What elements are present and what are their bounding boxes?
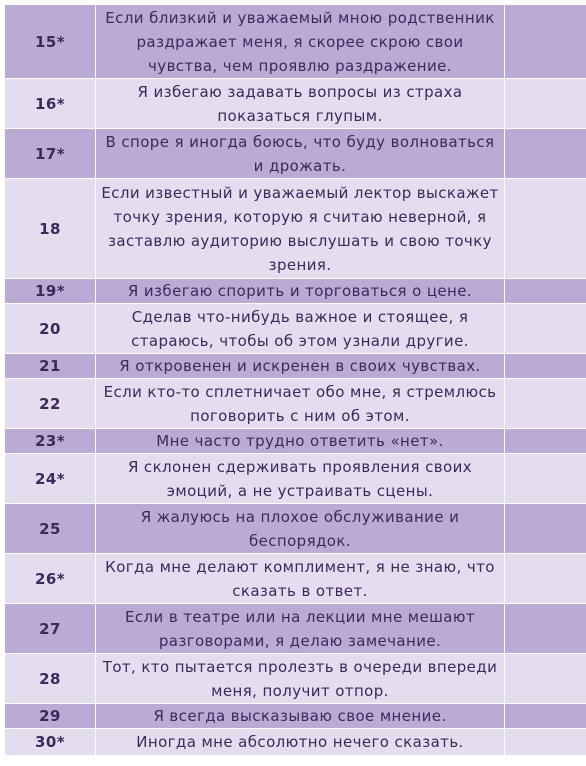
- table-row: [5, 304, 586, 354]
- answer-cell[interactable]: [505, 129, 586, 179]
- item-number: 18: [5, 179, 96, 279]
- item-statement: Я жалуюсь на плохое обслуживание и беспорядок.: [96, 504, 505, 554]
- item-statement: Я откровенен и искренен в своих чувствах.: [96, 354, 505, 379]
- table-row: [5, 279, 586, 304]
- table-row: [5, 654, 586, 704]
- table-row: [5, 179, 586, 279]
- table-row: [5, 554, 586, 604]
- item-statement: Тот, кто пытается пролезть в очереди впереди меня, получит отпор.: [96, 654, 505, 704]
- item-number: 30*: [5, 729, 96, 756]
- item-statement: Мне часто трудно ответить «нет».: [96, 429, 505, 454]
- answer-cell[interactable]: [505, 179, 586, 279]
- answer-cell[interactable]: [505, 429, 586, 454]
- table-row: [5, 354, 586, 379]
- item-statement: Иногда мне абсолютно нечего сказать.: [96, 729, 505, 756]
- item-number: 29: [5, 704, 96, 729]
- item-statement: Я избегаю задавать вопросы из страха показаться глупым.: [96, 79, 505, 129]
- table-row: [5, 379, 586, 429]
- item-statement: Я всегда высказываю свое мнение.: [96, 704, 505, 729]
- table-row: [5, 604, 586, 654]
- item-number: 22: [5, 379, 96, 429]
- item-number: 24*: [5, 454, 96, 504]
- answer-cell[interactable]: [505, 304, 586, 354]
- table-row: [5, 129, 586, 179]
- item-number: 19*: [5, 279, 96, 304]
- item-number: 26*: [5, 554, 96, 604]
- item-statement: Если известный и уважаемый лектор выскажет точку зрения, которую я считаю неверной, я заставлю аудиторию выслушать и свою точку зрения.: [96, 179, 505, 279]
- answer-cell[interactable]: [505, 379, 586, 429]
- table-row: [5, 454, 586, 504]
- item-number: 20: [5, 304, 96, 354]
- answer-cell[interactable]: [505, 454, 586, 504]
- item-number: 25: [5, 504, 96, 554]
- item-number: 21: [5, 354, 96, 379]
- item-number: 15*: [5, 5, 96, 79]
- answer-cell[interactable]: [505, 279, 586, 304]
- answer-cell[interactable]: [505, 604, 586, 654]
- item-number: 28: [5, 654, 96, 704]
- item-statement: Если в театре или на лекции мне мешают разговорами, я делаю замечание.: [96, 604, 505, 654]
- table-row: [5, 5, 586, 79]
- table-row: [5, 729, 586, 756]
- table-row: [5, 704, 586, 729]
- answer-cell[interactable]: [505, 729, 586, 756]
- answer-cell[interactable]: [505, 654, 586, 704]
- table-row: [5, 429, 586, 454]
- answer-cell[interactable]: [505, 5, 586, 79]
- answer-cell[interactable]: [505, 504, 586, 554]
- item-number: 17*: [5, 129, 96, 179]
- item-number: 16*: [5, 79, 96, 129]
- answer-cell[interactable]: [505, 354, 586, 379]
- answer-cell[interactable]: [505, 554, 586, 604]
- table-row: [5, 504, 586, 554]
- item-statement: Если кто-то сплетничает обо мне, я стремлюсь поговорить с ним об этом.: [96, 379, 505, 429]
- item-number: 27: [5, 604, 96, 654]
- item-statement: Я склонен сдерживать проявления своих эмоций, а не устраивать сцены.: [96, 454, 505, 504]
- item-statement: Я избегаю спорить и торговаться о цене.: [96, 279, 505, 304]
- answer-cell[interactable]: [505, 704, 586, 729]
- table-row: [5, 79, 586, 129]
- item-statement: Если близкий и уважаемый мною родственник раздражает меня, я скорее скрою свои чувства, чем проявлю раздражение.: [96, 5, 505, 79]
- questionnaire-table: [4, 4, 586, 756]
- item-number: 23*: [5, 429, 96, 454]
- answer-cell[interactable]: [505, 79, 586, 129]
- item-statement: В споре я иногда боюсь, что буду волноваться и дрожать.: [96, 129, 505, 179]
- item-statement: Сделав что-нибудь важное и стоящее, я стараюсь, чтобы об этом узнали другие.: [96, 304, 505, 354]
- item-statement: Когда мне делают комплимент, я не знаю, что сказать в ответ.: [96, 554, 505, 604]
